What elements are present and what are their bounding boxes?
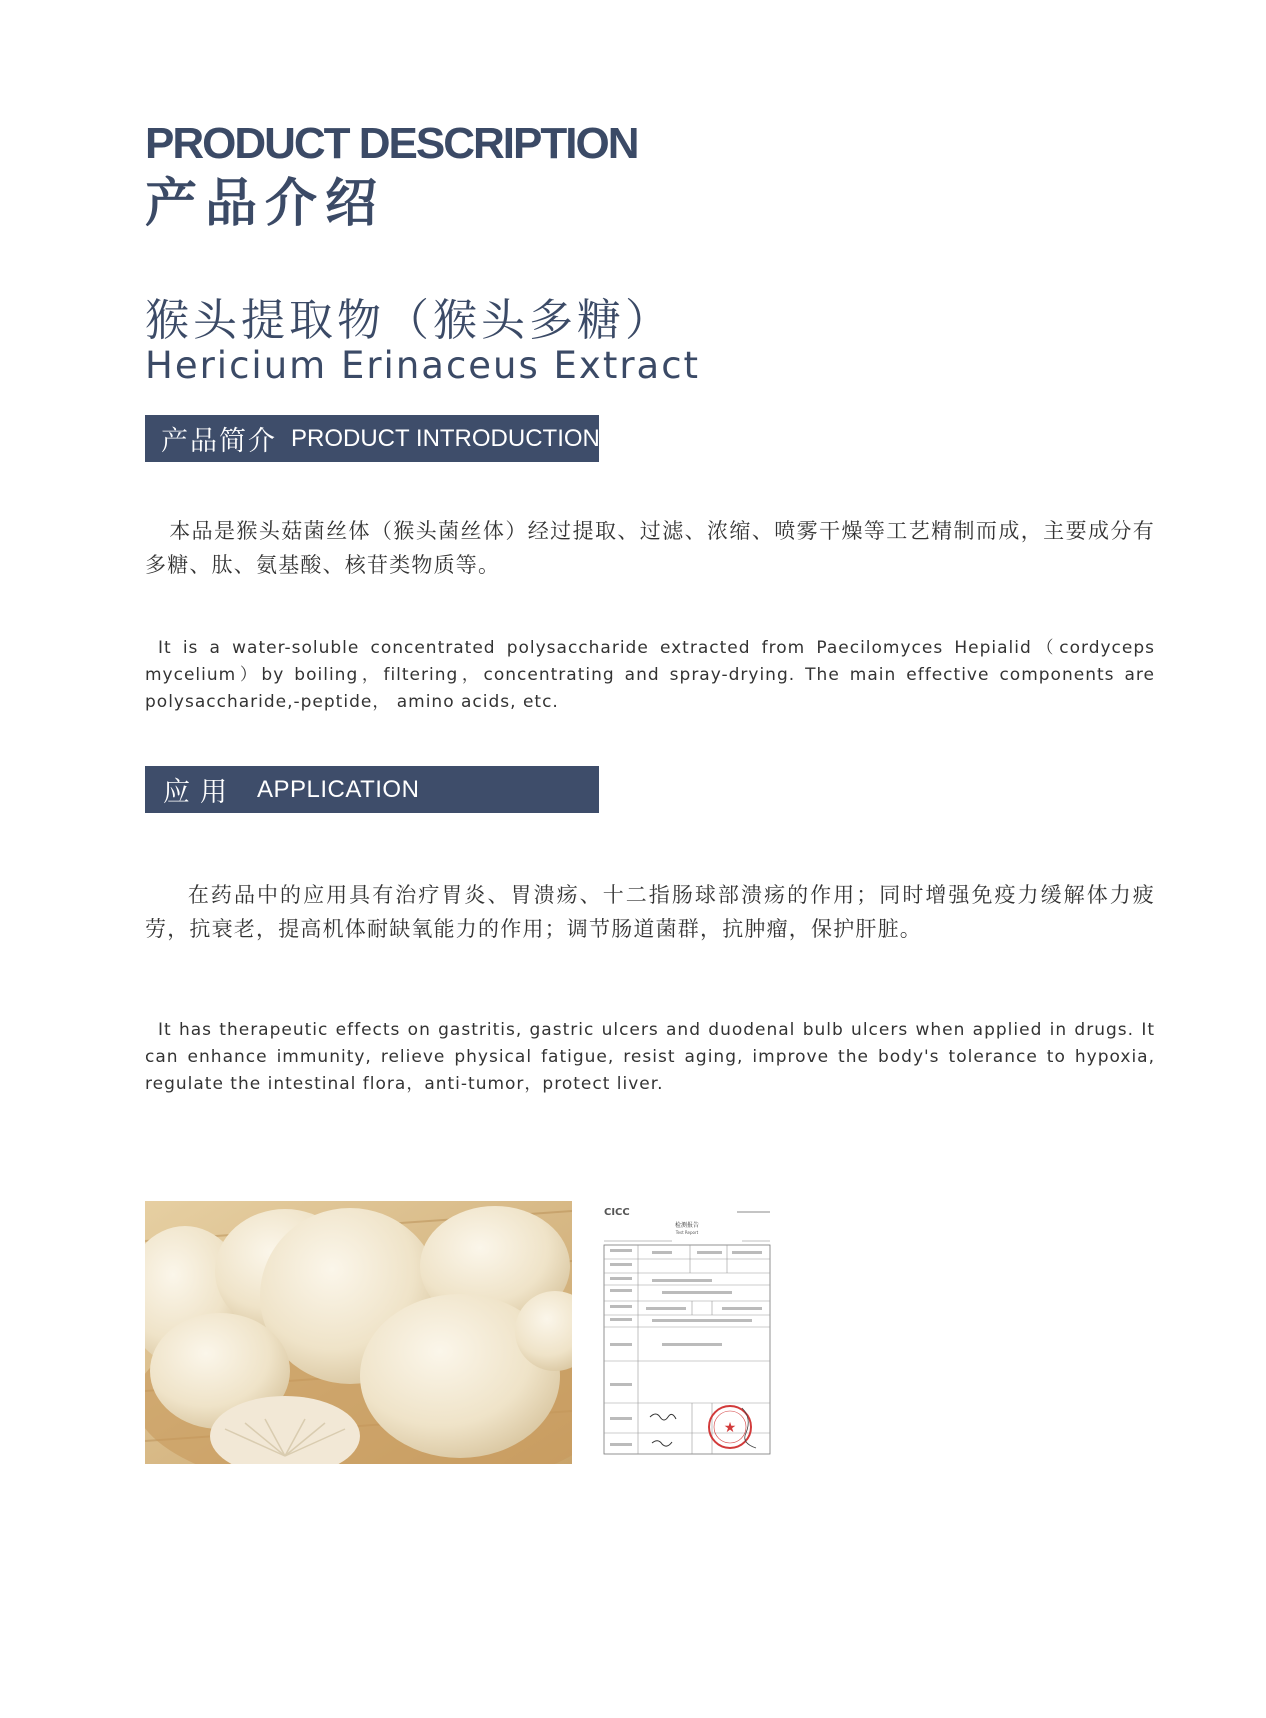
- application-text-zh: 在药品中的应用具有治疗胃炎、胃溃疡、十二指肠球部溃疡的作用；同时增强免疫力缓解体力疲劳，抗衰老，提高机体耐缺氧能力的作用；调节肠道菌群，抗肿瘤，保护肝脏。: [145, 883, 1155, 941]
- section-label-zh: 应用: [163, 777, 237, 808]
- section-header-introduction: [145, 415, 599, 462]
- application-text-en: It has therapeutic effects on gastritis, gastric ulcers and duodenal bulb ulcers when applied in drugs. It can enhance immunity, relieve physical fatigue, resist aging, improve the body's tolerance to hypoxia, regulate the intestinal flora，anti-tumor，protect liver.: [145, 1020, 1155, 1094]
- report-title-en: Test Report: [675, 1230, 699, 1235]
- mushroom-photo: [145, 1201, 572, 1464]
- section-header-application: [145, 766, 599, 813]
- report-title-zh: 检测报告: [674, 1222, 700, 1229]
- test-report-image: [602, 1203, 772, 1456]
- page-title-en: PRODUCT DESCRIPTION: [145, 119, 638, 168]
- intro-text-zh: 本品是猴头菇菌丝体（猴头菌丝体）经过提取、过滤、浓缩、喷雾干燥等工艺精制而成，主要成分有多糖、肽、氨基酸、核苷类物质等。: [145, 519, 1155, 577]
- section-label-en: APPLICATION: [257, 775, 420, 803]
- product-name-zh: 猴头提取物（猴头多糖）: [145, 295, 673, 346]
- section-label-en: PRODUCT INTRODUCTION: [291, 424, 600, 452]
- product-name-en: Hericium Erinaceus Extract: [145, 344, 701, 387]
- page-title-zh: 产品介绍: [145, 174, 386, 234]
- section-label-zh: 产品简介: [161, 426, 277, 457]
- stamp-star-icon: ★: [723, 1420, 737, 1436]
- report-logo: CICC: [604, 1207, 630, 1218]
- intro-text-en: It is a water-soluble concentrated polysaccharide extracted from Paecilomyces Hepialid（cordyceps mycelium）by boiling，filtering，concentrating and spray-drying. The main effective components are polysaccharide,-peptide， amino acids, etc.: [145, 638, 1155, 712]
